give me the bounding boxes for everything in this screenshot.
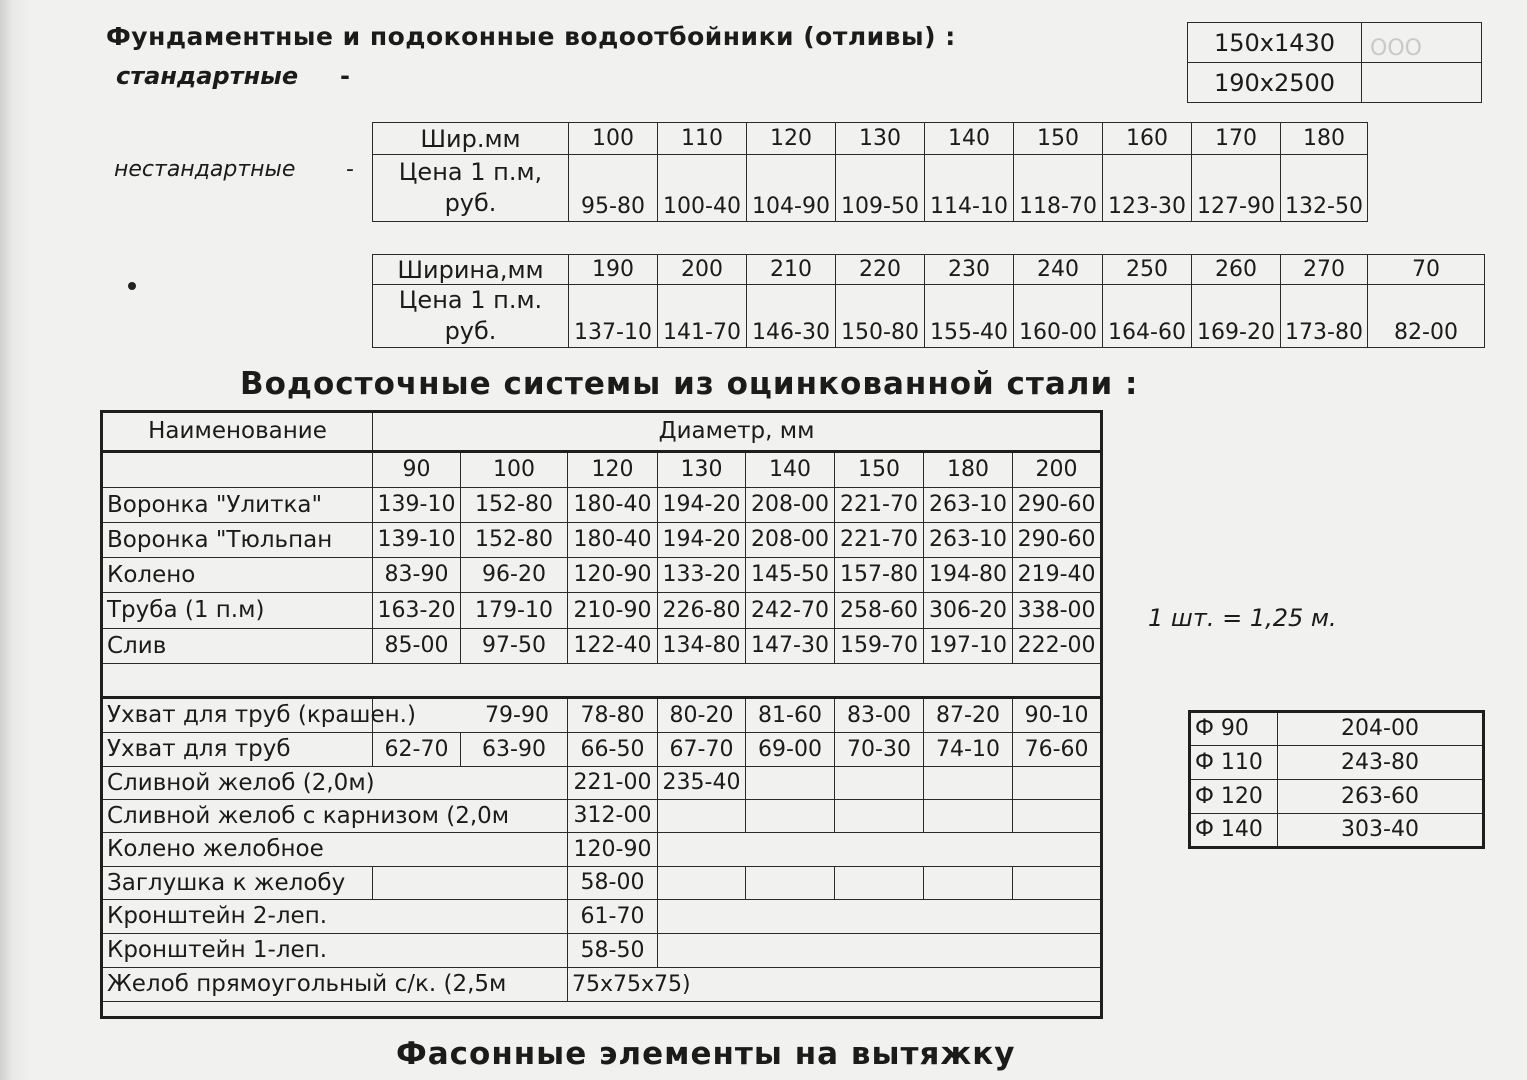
table-row: [102, 629, 1102, 664]
table-row: [1190, 780, 1484, 814]
row-name: Сливной желоб (2,0м): [102, 767, 568, 800]
row-value: 120-90: [568, 558, 658, 593]
price-value: 173-80: [1281, 285, 1368, 348]
row-name: Кронштейн 1-леп.: [102, 934, 568, 968]
empty-cell: [924, 800, 1013, 833]
row-value: 221-70: [835, 523, 924, 558]
diameter-header: Диаметр, мм: [373, 412, 1102, 452]
width-value: 260: [1192, 255, 1281, 285]
diameter-value: 140: [746, 452, 835, 488]
row-value: 80-20: [658, 698, 746, 733]
price-value: 169-20: [1192, 285, 1281, 348]
row-value: 85-00: [373, 629, 461, 664]
width-value: 100: [569, 123, 658, 155]
empty-cell: [746, 767, 835, 800]
row-value: 208-00: [746, 488, 835, 523]
row-value: 67-70: [658, 733, 746, 767]
row-name: Заглушка к желобу: [102, 867, 373, 900]
row-value: 83-00: [835, 698, 924, 733]
row-value: 180-40: [568, 523, 658, 558]
price-value: 123-30: [1103, 155, 1192, 222]
price-value: 137-10: [569, 285, 658, 348]
scan-edge-shadow: [0, 0, 30, 1080]
row-name: Воронка "Тюльпан: [102, 523, 373, 558]
row-name: Желоб прямоугольный с/к. (2,5м: [102, 968, 568, 1002]
row-value: 61-70: [568, 900, 658, 934]
price-value: 118-70: [1014, 155, 1103, 222]
table-row: [102, 833, 1102, 867]
row-value: 66-50: [568, 733, 658, 767]
empty-cell: [658, 800, 746, 833]
empty-cell: [835, 800, 924, 833]
width-value: 200: [658, 255, 747, 285]
bleed-text: ООО: [1370, 36, 1422, 61]
gutters-title: Водосточные системы из оцинкованной стали :: [240, 366, 1139, 402]
phi-value: 204-00: [1278, 712, 1484, 746]
diameter-value: 130: [658, 452, 746, 488]
width-value: 230: [925, 255, 1014, 285]
row-value: 74-10: [924, 733, 1013, 767]
table-row: [102, 900, 1102, 934]
row-value: 75х75х75): [568, 968, 1102, 1002]
row-value: 263-10: [924, 523, 1013, 558]
price-header: [373, 285, 569, 348]
row-value: 222-00: [1013, 629, 1102, 664]
row-name: Кронштейн 2-леп.: [102, 900, 568, 934]
price-value: 104-90: [747, 155, 836, 222]
row-value: 219-40: [1013, 558, 1102, 593]
nonstandard-label: нестандартные: [114, 157, 296, 182]
row-value: 157-80: [835, 558, 924, 593]
price-value: 155-40: [925, 285, 1014, 348]
price-value: 132-50: [1281, 155, 1368, 222]
row-name: Слив: [102, 629, 373, 664]
row-value: 210-90: [568, 593, 658, 629]
standard-sizes-table: [1187, 22, 1482, 103]
diameter-value: 120: [568, 452, 658, 488]
row-value: 63-90: [461, 733, 568, 767]
table-row: [102, 523, 1102, 558]
empty-cell: [1013, 867, 1102, 900]
price-header-line2: руб.: [444, 317, 497, 346]
row-value: 163-20: [373, 593, 461, 629]
width-value: 70: [1368, 255, 1485, 285]
row-value: 194-20: [658, 488, 746, 523]
phi-value: 303-40: [1278, 814, 1484, 848]
standard-dash: -: [340, 62, 350, 90]
price-value: 114-10: [925, 155, 1014, 222]
row-name: Ухват для труб (крашен.): [102, 698, 373, 733]
row-value: 312-00: [568, 800, 658, 833]
standard-size: 190х2500: [1188, 63, 1362, 103]
phi-label: Ф 120: [1190, 780, 1278, 814]
row-value: 235-40: [658, 767, 746, 800]
row-value: 90-10: [1013, 698, 1102, 733]
table-row: [102, 767, 1102, 800]
diameter-value: 180: [924, 452, 1013, 488]
row-name: Ухват для труб: [102, 733, 373, 767]
empty-cell: [835, 767, 924, 800]
phi-value: 243-80: [1278, 746, 1484, 780]
empty-cell: [924, 867, 1013, 900]
row-value: 179-10: [461, 593, 568, 629]
row-value: 145-50: [746, 558, 835, 593]
table-row: [102, 934, 1102, 968]
price-value: 141-70: [658, 285, 747, 348]
phi-label: Ф 140: [1190, 814, 1278, 848]
diameter-value: 200: [1013, 452, 1102, 488]
width-value: 180: [1281, 123, 1368, 155]
standard-size: 150х1430: [1188, 23, 1362, 63]
row-value: 62-70: [373, 733, 461, 767]
width-value: 120: [747, 123, 836, 155]
row-value: 83-90: [373, 558, 461, 593]
width-value: 150: [1014, 123, 1103, 155]
row-value: 221-70: [835, 488, 924, 523]
row-name: Труба (1 п.м): [102, 593, 373, 629]
shaped-elements-title: Фасонные элементы на вытяжку: [396, 1036, 1016, 1072]
row-value: 290-60: [1013, 523, 1102, 558]
price-value: 100-40: [658, 155, 747, 222]
row-value: 152-80: [461, 488, 568, 523]
pipe-note: 1 шт. = 1,25 м.: [1148, 604, 1337, 632]
row-value: 306-20: [924, 593, 1013, 629]
row-value: 152-80: [461, 523, 568, 558]
width-value: 220: [836, 255, 925, 285]
table-row: [102, 698, 1102, 733]
table-row: [1190, 712, 1484, 746]
flashings-title: Фундаментные и подоконные водоотбойники (отливы) :: [106, 22, 956, 51]
width-value: 240: [1014, 255, 1103, 285]
empty-cell: [746, 800, 835, 833]
row-value: 197-10: [924, 629, 1013, 664]
table-row: [1190, 746, 1484, 780]
empty-cell: [1013, 767, 1102, 800]
nonstandard-dash: -: [346, 157, 354, 182]
row-value: 194-20: [658, 523, 746, 558]
phi-table: [1188, 710, 1485, 849]
row-value: 87-20: [924, 698, 1013, 733]
row-value: 133-20: [658, 558, 746, 593]
price-header-line1: Цена 1 п.м.: [398, 286, 543, 314]
row-value: 242-70: [746, 593, 835, 629]
row-value: 134-80: [658, 629, 746, 664]
price-value: 160-00: [1014, 285, 1103, 348]
row-value: 78-80: [568, 698, 658, 733]
price-header-line2: руб.: [444, 189, 497, 217]
row-value: 120-90: [568, 833, 658, 867]
empty-cell: [924, 767, 1013, 800]
row-name: Колено: [102, 558, 373, 593]
width-value: 130: [836, 123, 925, 155]
nonstandard-table-2: [372, 254, 1485, 348]
width-value: 170: [1192, 123, 1281, 155]
empty-cell: [835, 867, 924, 900]
row-value: 258-60: [835, 593, 924, 629]
row-value: 194-80: [924, 558, 1013, 593]
price-value: 146-30: [747, 285, 836, 348]
table-row: [102, 488, 1102, 523]
price-value: 127-90: [1192, 155, 1281, 222]
empty-cell: [1013, 800, 1102, 833]
empty-cell: [658, 867, 746, 900]
standard-label: стандартные: [116, 62, 299, 90]
row-value: 139-10: [373, 523, 461, 558]
width-value: 160: [1103, 123, 1192, 155]
scan-dot: [128, 282, 136, 290]
empty-cell: [746, 867, 835, 900]
spacer-row: [102, 1002, 1102, 1018]
empty-cell: [658, 833, 1102, 867]
row-value: 122-40: [568, 629, 658, 664]
price-value: 164-60: [1103, 285, 1192, 348]
width-header: Ширина,мм: [373, 255, 569, 285]
width-value: 250: [1103, 255, 1192, 285]
empty-cell: [658, 934, 1102, 968]
table-row: [102, 733, 1102, 767]
table-row: [102, 968, 1102, 1002]
empty-cell: [658, 900, 1102, 934]
empty-cell: [102, 664, 1102, 698]
row-value: 79-90: [373, 698, 568, 733]
spacer-row: [102, 664, 1102, 698]
row-value: 290-60: [1013, 488, 1102, 523]
empty-cell: [1362, 23, 1482, 63]
row-value: 338-00: [1013, 593, 1102, 629]
empty-cell: [1362, 63, 1482, 103]
empty-cell: [102, 1002, 1102, 1018]
name-header: Наименование: [102, 412, 373, 452]
price-header-line1: Цена 1 п.м,: [398, 157, 543, 186]
row-name: Сливной желоб с карнизом (2,0м: [102, 800, 568, 833]
gutters-table: [100, 410, 1103, 1019]
table-row: [1190, 814, 1484, 848]
price-header: [373, 155, 569, 222]
diameter-value: 150: [835, 452, 924, 488]
width-value: 270: [1281, 255, 1368, 285]
row-value: 58-00: [568, 867, 658, 900]
nonstandard-table-1: [372, 122, 1368, 222]
table-row: [102, 593, 1102, 629]
width-value: 110: [658, 123, 747, 155]
phi-label: Ф 110: [1190, 746, 1278, 780]
row-value: 97-50: [461, 629, 568, 664]
row-value: 96-20: [461, 558, 568, 593]
row-name: Воронка "Улитка": [102, 488, 373, 523]
phi-label: Ф 90: [1190, 712, 1278, 746]
row-value: 208-00: [746, 523, 835, 558]
width-value: 210: [747, 255, 836, 285]
width-value: 140: [925, 123, 1014, 155]
empty-cell: [373, 867, 568, 900]
price-value: 82-00: [1368, 285, 1485, 348]
row-name: Колено желобное: [102, 833, 568, 867]
table-row: [102, 867, 1102, 900]
phi-value: 263-60: [1278, 780, 1484, 814]
diameter-value: 100: [461, 452, 568, 488]
price-value: 150-80: [836, 285, 925, 348]
row-value: 58-50: [568, 934, 658, 968]
price-value: 109-50: [836, 155, 925, 222]
row-value: 221-00: [568, 767, 658, 800]
row-value: 139-10: [373, 488, 461, 523]
row-value: 263-10: [924, 488, 1013, 523]
row-value: 147-30: [746, 629, 835, 664]
width-header: Шир.мм: [373, 123, 569, 155]
diameter-row: [102, 452, 1102, 488]
table-row: [102, 558, 1102, 593]
row-value: 81-60: [746, 698, 835, 733]
diameter-value: 90: [373, 452, 461, 488]
row-value: 180-40: [568, 488, 658, 523]
row-value: 159-70: [835, 629, 924, 664]
empty-cell: [102, 452, 373, 488]
row-value: 226-80: [658, 593, 746, 629]
width-value: 190: [569, 255, 658, 285]
row-value: 76-60: [1013, 733, 1102, 767]
row-value: 70-30: [835, 733, 924, 767]
table-row: [102, 800, 1102, 833]
price-value: 95-80: [569, 155, 658, 222]
row-value: 69-00: [746, 733, 835, 767]
